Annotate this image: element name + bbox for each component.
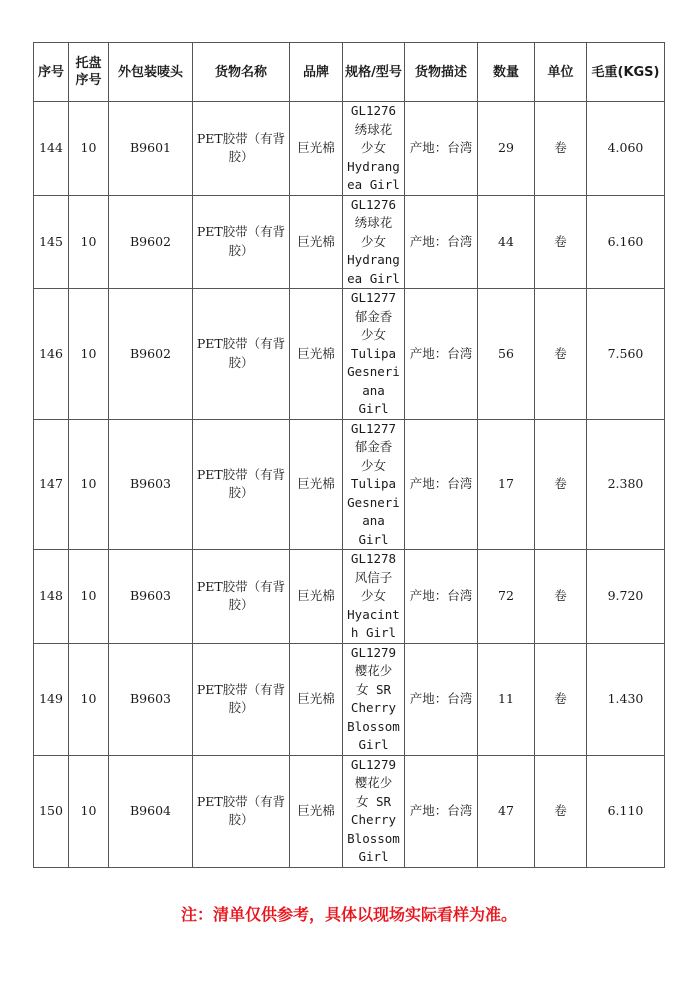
cell-pallet: 10 — [69, 289, 109, 420]
header-name: 货物名称 — [193, 43, 290, 102]
cell-brand: 巨光棉 — [290, 419, 343, 550]
cell-weight: 9.720 — [587, 550, 665, 644]
cell-qty: 44 — [478, 195, 535, 289]
cell-no: 147 — [34, 419, 69, 550]
cell-unit: 卷 — [535, 643, 587, 755]
cell-desc: 产地：台湾 — [405, 419, 478, 550]
cell-qty: 17 — [478, 419, 535, 550]
cell-unit: 卷 — [535, 102, 587, 196]
cell-desc: 产地：台湾 — [405, 643, 478, 755]
cell-spec: GL1278 风信子 少女 Hyacint h Girl — [343, 550, 405, 644]
header-row — [34, 43, 665, 102]
cell-desc: 产地：台湾 — [405, 550, 478, 644]
header-brand: 品牌 — [290, 43, 343, 102]
cell-qty: 72 — [478, 550, 535, 644]
header-unit: 单位 — [535, 43, 587, 102]
cell-weight: 2.380 — [587, 419, 665, 550]
cell-pallet: 10 — [69, 195, 109, 289]
header-mark: 外包装唛头 — [109, 43, 193, 102]
cell-desc: 产地：台湾 — [405, 755, 478, 867]
header-desc: 货物描述 — [405, 43, 478, 102]
cell-no: 146 — [34, 289, 69, 420]
cell-pallet: 10 — [69, 550, 109, 644]
cell-weight: 4.060 — [587, 102, 665, 196]
header-qty: 数量 — [478, 43, 535, 102]
cell-qty: 11 — [478, 643, 535, 755]
cell-name: PET胶带（有背胶） — [193, 643, 290, 755]
cell-spec: GL1279 樱花少 女 SR Cherry Blossom Girl — [343, 643, 405, 755]
header-spec: 规格/型号 — [343, 43, 405, 102]
cell-name: PET胶带（有背胶） — [193, 102, 290, 196]
header-weight: 毛重(KGS) — [587, 43, 665, 102]
cell-name: PET胶带（有背胶） — [193, 195, 290, 289]
cell-desc: 产地：台湾 — [405, 195, 478, 289]
cell-name: PET胶带（有背胶） — [193, 755, 290, 867]
cell-mark: B9603 — [109, 643, 193, 755]
cell-brand: 巨光棉 — [290, 102, 343, 196]
header-pallet: 托盘序号 — [69, 43, 109, 102]
table-row — [34, 289, 665, 420]
cell-pallet: 10 — [69, 419, 109, 550]
cell-weight: 6.110 — [587, 755, 665, 867]
cell-name: PET胶带（有背胶） — [193, 289, 290, 420]
cell-pallet: 10 — [69, 102, 109, 196]
cell-no: 148 — [34, 550, 69, 644]
table-row — [34, 102, 665, 196]
cell-unit: 卷 — [535, 755, 587, 867]
packing-list-table — [33, 42, 665, 868]
cell-desc: 产地：台湾 — [405, 102, 478, 196]
disclaimer-note: 注：清单仅供参考，具体以现场实际看样为准。 — [180, 905, 517, 924]
cell-mark: B9603 — [109, 419, 193, 550]
cell-qty: 47 — [478, 755, 535, 867]
cell-no: 145 — [34, 195, 69, 289]
cell-mark: B9603 — [109, 550, 193, 644]
table-row — [34, 195, 665, 289]
table-row — [34, 550, 665, 644]
cell-unit: 卷 — [535, 419, 587, 550]
header-no: 序号 — [34, 43, 69, 102]
cell-mark: B9602 — [109, 195, 193, 289]
cell-spec: GL1277 郁金香 少女 Tulipa Gesneri ana Girl — [343, 289, 405, 420]
cell-spec: GL1279 樱花少 女 SR Cherry Blossom Girl — [343, 755, 405, 867]
cell-weight: 7.560 — [587, 289, 665, 420]
cell-no: 144 — [34, 102, 69, 196]
cell-mark: B9604 — [109, 755, 193, 867]
cell-spec: GL1276 绣球花 少女 Hydrang ea Girl — [343, 195, 405, 289]
cell-brand: 巨光棉 — [290, 755, 343, 867]
cell-mark: B9602 — [109, 289, 193, 420]
cell-unit: 卷 — [535, 289, 587, 420]
cell-desc: 产地：台湾 — [405, 289, 478, 420]
cell-brand: 巨光棉 — [290, 550, 343, 644]
cell-pallet: 10 — [69, 755, 109, 867]
table-row — [34, 419, 665, 550]
cell-unit: 卷 — [535, 195, 587, 289]
cell-name: PET胶带（有背胶） — [193, 419, 290, 550]
table-row — [34, 643, 665, 755]
cell-unit: 卷 — [535, 550, 587, 644]
cell-pallet: 10 — [69, 643, 109, 755]
cell-mark: B9601 — [109, 102, 193, 196]
cell-brand: 巨光棉 — [290, 643, 343, 755]
cell-no: 149 — [34, 643, 69, 755]
cell-weight: 1.430 — [587, 643, 665, 755]
cell-weight: 6.160 — [587, 195, 665, 289]
cell-spec: GL1276 绣球花 少女 Hydrang ea Girl — [343, 102, 405, 196]
cell-name: PET胶带（有背胶） — [193, 550, 290, 644]
cell-qty: 29 — [478, 102, 535, 196]
cell-brand: 巨光棉 — [290, 195, 343, 289]
table-row — [34, 755, 665, 867]
cell-brand: 巨光棉 — [290, 289, 343, 420]
cell-spec: GL1277 郁金香 少女 Tulipa Gesneri ana Girl — [343, 419, 405, 550]
cell-no: 150 — [34, 755, 69, 867]
cell-qty: 56 — [478, 289, 535, 420]
